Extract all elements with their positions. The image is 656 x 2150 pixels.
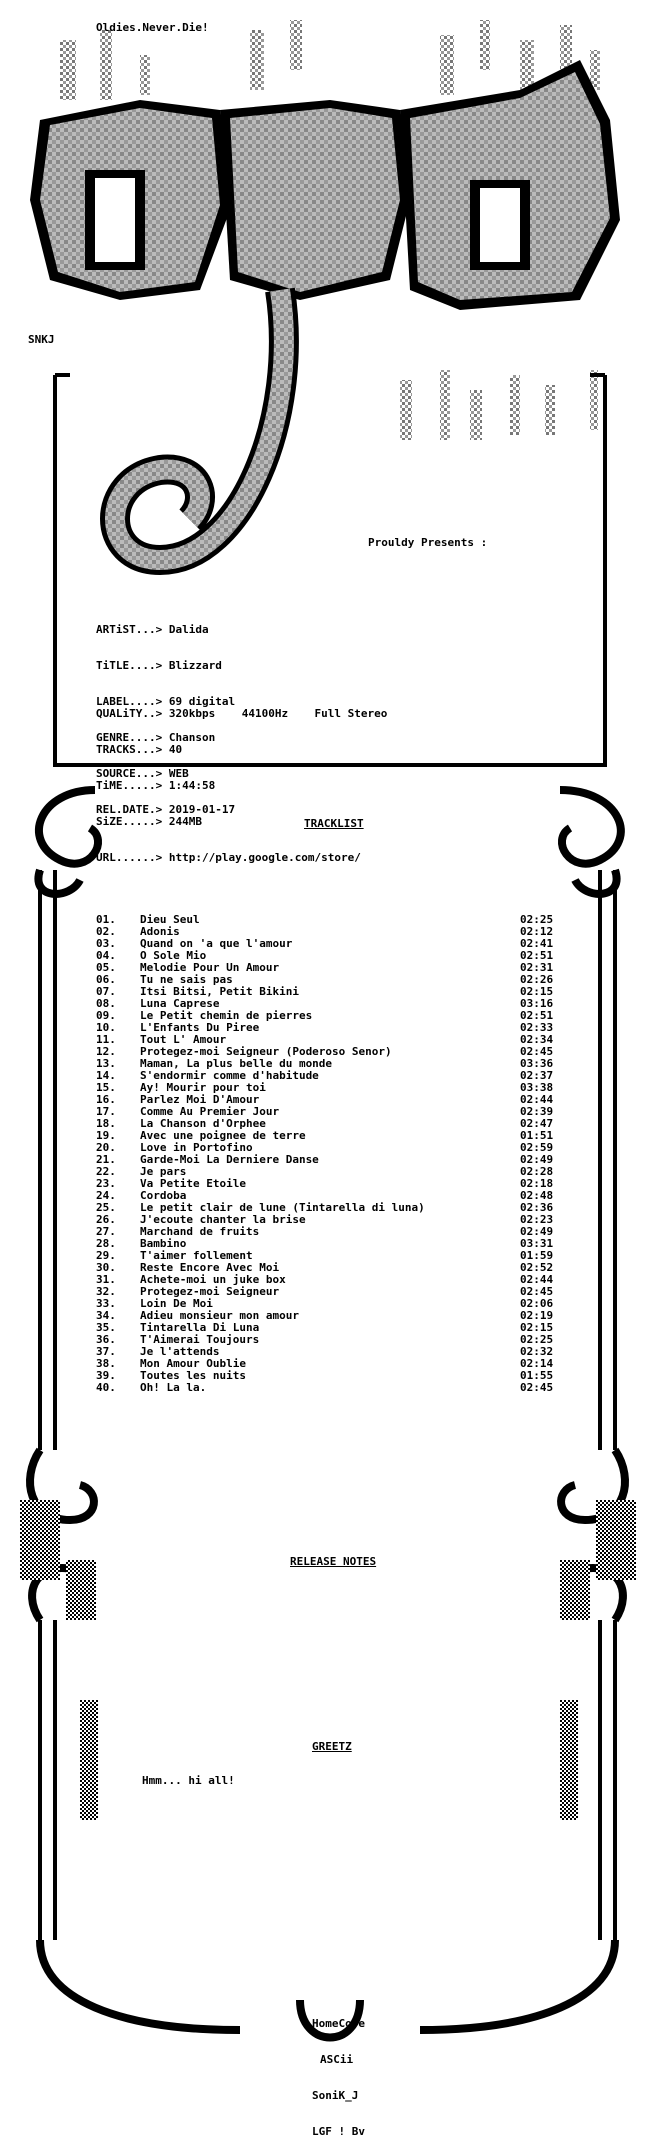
track-number: 24. [96, 1189, 116, 1202]
track-duration: 02:33 [520, 1021, 554, 1034]
credit-line: SoniK_J [312, 2089, 359, 2102]
info-row-source: SOURCE...> WEB [96, 767, 189, 780]
track-row [96, 974, 580, 986]
track-number: 11. [96, 1033, 116, 1046]
track-title: Quand on 'a que l'amour [140, 938, 293, 950]
track-title: Love in Portofino [140, 1142, 253, 1154]
track-row [96, 1010, 580, 1022]
track-row [96, 1286, 580, 1298]
track-title: Tu ne sais pas [140, 974, 233, 986]
track-title: Tintarella Di Luna [140, 1322, 260, 1334]
track-title: Parlez Moi D'Amour [140, 1094, 260, 1106]
track-number: 40. [96, 1381, 116, 1394]
track-number: 10. [96, 1021, 116, 1034]
logo-o-block [30, 100, 230, 300]
track-duration: 01:55 [520, 1369, 554, 1382]
track-number: 36. [96, 1333, 116, 1346]
track-title: Maman, La plus belle du monde [140, 1058, 333, 1070]
info-row-label: LABEL....> 69 digital [96, 695, 236, 708]
track-title: L'Enfants Du Piree [140, 1022, 260, 1034]
track-row [96, 1178, 580, 1190]
track-row [96, 1298, 580, 1310]
info-row-artist: ARTiST...> Dalida [96, 623, 209, 636]
tracklist [96, 914, 580, 1394]
track-row [96, 1370, 580, 1382]
track-row [96, 1022, 580, 1034]
track-title: Je l'attends [140, 1346, 220, 1358]
track-number: 34. [96, 1309, 116, 1322]
track-number: 29. [96, 1249, 116, 1262]
track-row [96, 1082, 580, 1094]
track-number: 37. [96, 1345, 116, 1358]
track-row [96, 1142, 580, 1154]
dither-ornaments [20, 1500, 636, 1820]
track-title: Toutes les nuits [140, 1370, 246, 1382]
right-column-frame [600, 870, 615, 1940]
track-title: Loin De Moi [140, 1298, 213, 1310]
track-duration: 02:23 [520, 1213, 554, 1226]
track-number: 27. [96, 1225, 116, 1238]
track-row [96, 1154, 580, 1166]
track-number: 26. [96, 1213, 116, 1226]
track-row [96, 938, 580, 950]
info-row-size: SiZE.....> 244MB [96, 815, 202, 828]
quality-info-block [96, 684, 387, 876]
track-number: 22. [96, 1165, 116, 1178]
track-row [96, 1190, 580, 1202]
track-duration: 02:18 [520, 1177, 554, 1190]
track-duration: 02:49 [520, 1153, 554, 1166]
track-title: Protegez-moi Seigneur (Poderoso Senor) [140, 1046, 392, 1058]
track-duration: 02:12 [520, 925, 554, 938]
track-number: 04. [96, 949, 116, 962]
track-number: 30. [96, 1261, 116, 1274]
track-row [96, 1274, 580, 1286]
track-row [96, 1070, 580, 1082]
url-link[interactable]: http://play.google.com/store/ [168, 851, 361, 864]
logo-d-block [400, 60, 620, 310]
track-title: Comme Au Premier Jour [140, 1106, 280, 1118]
track-number: 01. [96, 913, 116, 926]
track-number: 12. [96, 1045, 116, 1058]
track-row [96, 1046, 580, 1058]
track-title: Oh! La la. [140, 1382, 207, 1394]
track-title: Le Petit chemin de pierres [140, 1010, 313, 1022]
track-title: La Chanson d'Orphee [140, 1118, 266, 1130]
track-number: 21. [96, 1153, 116, 1166]
credits-block [312, 1994, 365, 2150]
track-row [96, 1058, 580, 1070]
track-duration: 02:45 [520, 1285, 554, 1298]
track-number: 23. [96, 1177, 116, 1190]
info-row-genre: GENRE....> Chanson [96, 731, 216, 744]
track-title: Cordoba [140, 1190, 187, 1202]
track-number: 38. [96, 1357, 116, 1370]
track-row [96, 1238, 580, 1250]
track-title: Je pars [140, 1166, 187, 1178]
track-duration: 03:16 [520, 997, 554, 1010]
track-row [96, 986, 580, 998]
track-duration: 02:19 [520, 1309, 554, 1322]
scroll-ornament-top-left [38, 790, 98, 894]
track-row [96, 998, 580, 1010]
track-number: 09. [96, 1009, 116, 1022]
track-row [96, 914, 580, 926]
track-title: Marchand de fruits [140, 1226, 260, 1238]
track-title: Ay! Mourir pour toi [140, 1082, 266, 1094]
track-number: 15. [96, 1081, 116, 1094]
track-row [96, 1118, 580, 1130]
track-title: Tout L' Amour [140, 1034, 227, 1046]
track-duration: 02:34 [520, 1033, 554, 1046]
info-row-url[interactable]: URL......> http://play.google.com/store/ [96, 851, 361, 864]
track-duration: 02:26 [520, 973, 554, 986]
section-heading-release-notes: RELEASE NOTES [290, 1555, 377, 1568]
track-duration: 01:59 [520, 1249, 554, 1262]
track-row [96, 1094, 580, 1106]
track-duration: 03:31 [520, 1237, 554, 1250]
track-number: 07. [96, 985, 116, 998]
track-duration: 02:45 [520, 1045, 554, 1058]
left-column-frame [40, 870, 55, 1940]
track-row [96, 1382, 580, 1394]
track-number: 18. [96, 1117, 116, 1130]
track-title: Le petit clair de lune (Tintarella di luna) [140, 1202, 425, 1214]
track-duration: 02:28 [520, 1165, 554, 1178]
track-duration: 02:32 [520, 1345, 554, 1358]
track-title: Reste Encore Avec Moi [140, 1262, 280, 1274]
track-duration: 02:44 [520, 1273, 554, 1286]
track-number: 05. [96, 961, 116, 974]
track-row [96, 962, 580, 974]
track-duration: 02:49 [520, 1225, 554, 1238]
track-row [96, 1334, 580, 1346]
track-title: Itsi Bitsi, Petit Bikini [140, 986, 299, 998]
track-row [96, 1214, 580, 1226]
track-title: Avec une poignee de terre [140, 1130, 306, 1142]
track-number: 28. [96, 1237, 116, 1250]
logo-swirl-tail [115, 290, 284, 560]
track-number: 14. [96, 1069, 116, 1082]
track-title: Melodie Pour Un Amour [140, 962, 280, 974]
track-title: S'endormir comme d'habitude [140, 1070, 319, 1082]
track-title: Mon Amour Oublie [140, 1358, 246, 1370]
presents-text: Prouldy Presents : [368, 536, 488, 549]
drip-decoration-box [400, 370, 598, 440]
section-heading-greetz: GREETZ [312, 1740, 352, 1753]
track-duration: 02:59 [520, 1141, 554, 1154]
track-row [96, 1106, 580, 1118]
track-title: Dieu Seul [140, 914, 200, 926]
track-number: 16. [96, 1093, 116, 1106]
track-number: 02. [96, 925, 116, 938]
track-row [96, 1166, 580, 1178]
track-row [96, 1226, 580, 1238]
track-number: 35. [96, 1321, 116, 1334]
track-number: 25. [96, 1201, 116, 1214]
tagline: Oldies.Never.Die! [96, 21, 209, 34]
logo-tag: SNKJ [28, 333, 55, 346]
info-row-title: TiTLE....> Blizzard [96, 659, 222, 672]
track-duration: 02:31 [520, 961, 554, 974]
track-duration: 03:36 [520, 1057, 554, 1070]
track-duration: 03:38 [520, 1081, 554, 1094]
track-duration: 02:51 [520, 1009, 554, 1022]
track-row [96, 926, 580, 938]
track-duration: 02:25 [520, 913, 554, 926]
track-number: 13. [96, 1057, 116, 1070]
info-row-tracks: TRACKS...> 40 [96, 743, 183, 756]
track-row [96, 1310, 580, 1322]
track-number: 33. [96, 1297, 116, 1310]
track-title: J'ecoute chanter la brise [140, 1214, 306, 1226]
scroll-ornament-top-right [560, 790, 621, 894]
track-number: 06. [96, 973, 116, 986]
track-number: 39. [96, 1369, 116, 1382]
track-title: Luna Caprese [140, 998, 220, 1010]
track-duration: 02:52 [520, 1261, 554, 1274]
track-title: Garde-Moi La Derniere Danse [140, 1154, 319, 1166]
track-title: Achete-moi un juke box [140, 1274, 286, 1286]
track-duration: 02:37 [520, 1069, 554, 1082]
track-duration: 02:47 [520, 1117, 554, 1130]
greetz-text: Hmm... hi all! [142, 1774, 235, 1787]
credit-line: LGF ! Bv [312, 2125, 365, 2138]
track-title: O Sole Mio [140, 950, 207, 962]
info-row-quality: QUALiTY..> 320kbps 44100Hz Full Stereo [96, 707, 388, 720]
track-number: 31. [96, 1273, 116, 1286]
track-row [96, 950, 580, 962]
track-duration: 02:14 [520, 1357, 554, 1370]
track-row [96, 1262, 580, 1274]
track-title: Adieu monsieur mon amour [140, 1310, 299, 1322]
track-number: 03. [96, 937, 116, 950]
track-row [96, 1130, 580, 1142]
section-heading-tracklist: TRACKLIST [304, 817, 364, 830]
track-duration: 02:48 [520, 1189, 554, 1202]
track-duration: 01:51 [520, 1129, 554, 1142]
credit-line: HomeCore [312, 2017, 365, 2030]
track-number: 08. [96, 997, 116, 1010]
track-number: 20. [96, 1141, 116, 1154]
track-title: T'Aimerai Toujours [140, 1334, 260, 1346]
track-row [96, 1034, 580, 1046]
track-number: 17. [96, 1105, 116, 1118]
track-duration: 02:25 [520, 1333, 554, 1346]
track-number: 32. [96, 1285, 116, 1298]
track-row [96, 1358, 580, 1370]
track-duration: 02:36 [520, 1201, 554, 1214]
track-title: Bambino [140, 1238, 187, 1250]
track-title: Adonis [140, 926, 180, 938]
logo-n-block [220, 100, 410, 300]
info-row-time: TiME.....> 1:44:58 [96, 779, 216, 792]
track-duration: 02:15 [520, 1321, 554, 1334]
track-duration: 02:45 [520, 1381, 554, 1394]
track-row [96, 1322, 580, 1334]
track-duration: 02:15 [520, 985, 554, 998]
credit-line: ASCii [320, 2053, 354, 2066]
track-row [96, 1250, 580, 1262]
track-row [96, 1202, 580, 1214]
track-title: T'aimer follement [140, 1250, 253, 1262]
track-title: Protegez-moi Seigneur [140, 1286, 280, 1298]
track-row [96, 1346, 580, 1358]
info-row-reldate: REL.DATE.> 2019-01-17 [96, 803, 236, 816]
track-duration: 02:41 [520, 937, 554, 950]
track-duration: 02:51 [520, 949, 554, 962]
track-duration: 02:06 [520, 1297, 554, 1310]
track-number: 19. [96, 1129, 116, 1142]
track-duration: 02:39 [520, 1105, 554, 1118]
track-title: Va Petite Etoile [140, 1178, 246, 1190]
track-duration: 02:44 [520, 1093, 554, 1106]
